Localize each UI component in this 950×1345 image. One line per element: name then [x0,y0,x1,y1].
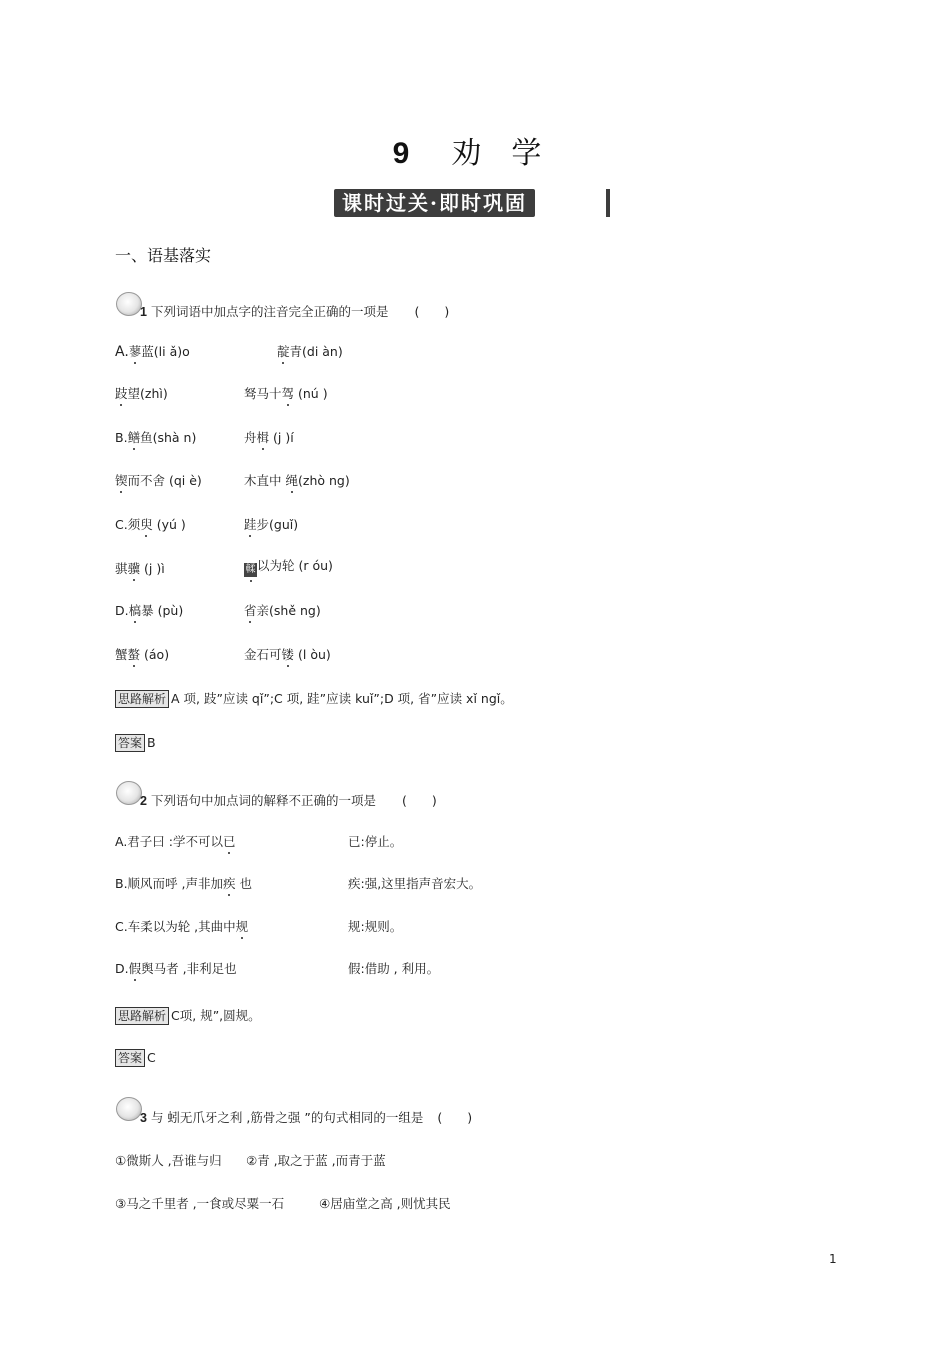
answer-value: B [147,735,156,750]
answer-paren: ( ) [401,793,437,808]
q1-option-a2 [277,342,343,360]
answer-label: 答案 [115,734,145,752]
option-text: 亲(shě ng) [256,603,321,618]
dotted-char: 鳝 [127,430,141,445]
dotted-char: 螯 [127,647,141,662]
section-heading: 一、语基落实 [115,246,212,265]
option-text: 以为轮 (r óu) [257,558,333,573]
option-text: 鱼(shà n) [140,430,197,445]
q1-option-a3 [115,384,168,402]
analysis-label: 思路解析 [115,1007,169,1025]
question-1-stem [140,302,449,320]
q2-explanation-a: 已:停止。 [348,834,403,849]
dotted-char: 靛 [277,344,290,359]
dotted-char: 镂 [281,647,295,662]
q3-option-3: ③马之千里者 ,一食或尽粟一石 [115,1196,285,1211]
dotted-char: 驾 [281,386,295,401]
title-char-1: 劝 [451,136,484,171]
q2-option-b [115,874,252,892]
q3-option-2: ②青 ,取之于蓝 ,而青于蓝 [246,1153,386,1168]
question-icon [116,781,142,805]
q2-option-a [115,832,236,850]
question-text: 下列词语中加点字的注音完全正确的一项是 [150,304,389,319]
option-text: B.顺风而呼 ,声非加 [115,876,223,891]
q1-option-a4 [244,384,328,402]
answer-paren: ( ) [437,1110,473,1125]
option-text: 步(guǐ) [256,517,299,532]
analysis-text: A 项, 跂”应读 qǐ”;C 项, 跬”应读 kuǐ”;D 项, 省”应读 xǐ ngǐ。 [171,691,513,706]
dotted-char: 骥 [127,561,141,576]
option-text: (zhò ng) [298,473,350,488]
q1-option-d1 [115,601,183,619]
q1-option-b3 [115,471,202,489]
option-letter: B. [115,430,128,445]
dotted-char: 疾 [223,876,236,891]
option-text: C.须 [115,517,141,532]
q1-option-d4 [244,645,331,663]
option-text: 暴 (pù) [141,603,184,618]
q1-option-c1 [115,515,186,533]
q3-option-1: ①微斯人 ,吾谁与归 [115,1153,222,1168]
answer-value: C [147,1050,156,1065]
q2-explanation-d: 假:借助 , 利用。 [348,961,440,976]
option-text: 蓝(li ǎ)o [141,344,190,359]
dotted-char: 省 [244,603,257,618]
option-text: (yú ) [152,517,186,532]
question-text: 下列语句中加点词的解释不正确的一项是 [150,793,376,808]
option-text: A.君子曰 :学不可以 [115,834,223,849]
analysis-label: 思路解析 [115,690,169,708]
dotted-char: 臾 [140,517,153,532]
q1-option-a1 [115,342,190,360]
option-text: (áo) [140,647,170,662]
option-text: 舟 [244,430,257,445]
option-text: 骐 [115,561,128,576]
option-text: (nú ) [294,386,328,401]
section-banner: 课时过关·即时巩固 [334,189,535,217]
option-text: 木直中 [244,473,286,488]
option-text: 望(zhì) [127,386,168,401]
option-text: 金石可 [244,647,282,662]
q2-explanation-b: 疾:强,这里指声音宏大。 [348,876,482,891]
dotted-char: 假 [128,961,142,976]
question-icon [116,292,142,316]
q1-option-b4 [244,471,350,489]
q2-explanation-c: 规:规则。 [348,919,403,934]
question-number: 2 [140,794,147,808]
q1-option-b2 [244,428,294,446]
q2-answer [115,1049,156,1067]
question-2-stem [140,791,437,809]
q1-analysis [115,689,513,708]
character-image: 輮 [245,564,256,575]
dotted-char: 锲 [115,473,128,488]
dotted-char: 楫 [256,430,270,445]
option-text: (j )ì [140,561,165,576]
dotted-char: 跬 [244,517,257,532]
answer-label: 答案 [115,1049,145,1067]
option-text: (j )í [269,430,294,445]
dotted-char: 槁 [128,603,142,618]
page-title [0,128,950,172]
dotted-char: 绳 [285,473,298,488]
option-text: 蟹 [115,647,128,662]
option-text: 也 [235,876,252,891]
dotted-char: 蓼 [128,344,142,359]
option-text: (l òu) [294,647,331,662]
q1-option-c3 [115,559,165,577]
analysis-text: C项, 规”,圆规。 [171,1008,261,1023]
q2-analysis [115,1006,261,1025]
dotted-char: 规 [235,919,249,934]
question-text: 与 蚓无爪牙之利 ,筋骨之强 ”的句式相同的一组是 [150,1110,424,1125]
q1-option-b1 [115,428,196,446]
q1-option-d2 [244,601,321,619]
question-number: 1 [140,305,147,319]
question-3-stem [140,1108,472,1126]
q1-option-d3 [115,645,169,663]
q1-answer [115,734,156,752]
option-text: 而不舍 (qi è) [127,473,202,488]
option-letter: D. [115,603,129,618]
q1-option-c2 [244,515,298,533]
option-text: 驽马十 [244,386,282,401]
answer-paren: ( ) [414,304,450,319]
question-icon [116,1097,142,1121]
option-text: 舆马者 ,非利足也 [141,961,237,976]
banner-bar [606,189,610,217]
option-text: D. [115,961,129,976]
page-number: 1 [829,1252,837,1266]
q2-option-d [115,959,237,977]
dotted-char: 跂 [115,386,128,401]
q2-option-c [115,917,248,935]
question-number: 3 [140,1111,147,1125]
title-char-2: 学 [511,136,544,171]
option-text: C.车柔以为轮 ,其曲中 [115,919,236,934]
lesson-number: 9 [392,137,412,170]
option-text: 青(di àn) [289,344,343,359]
dotted-char: 已 [223,834,236,849]
q1-option-c4 [244,556,333,577]
q3-option-4: ④居庙堂之高 ,则忧其民 [319,1196,451,1211]
option-letter: A. [115,344,129,360]
